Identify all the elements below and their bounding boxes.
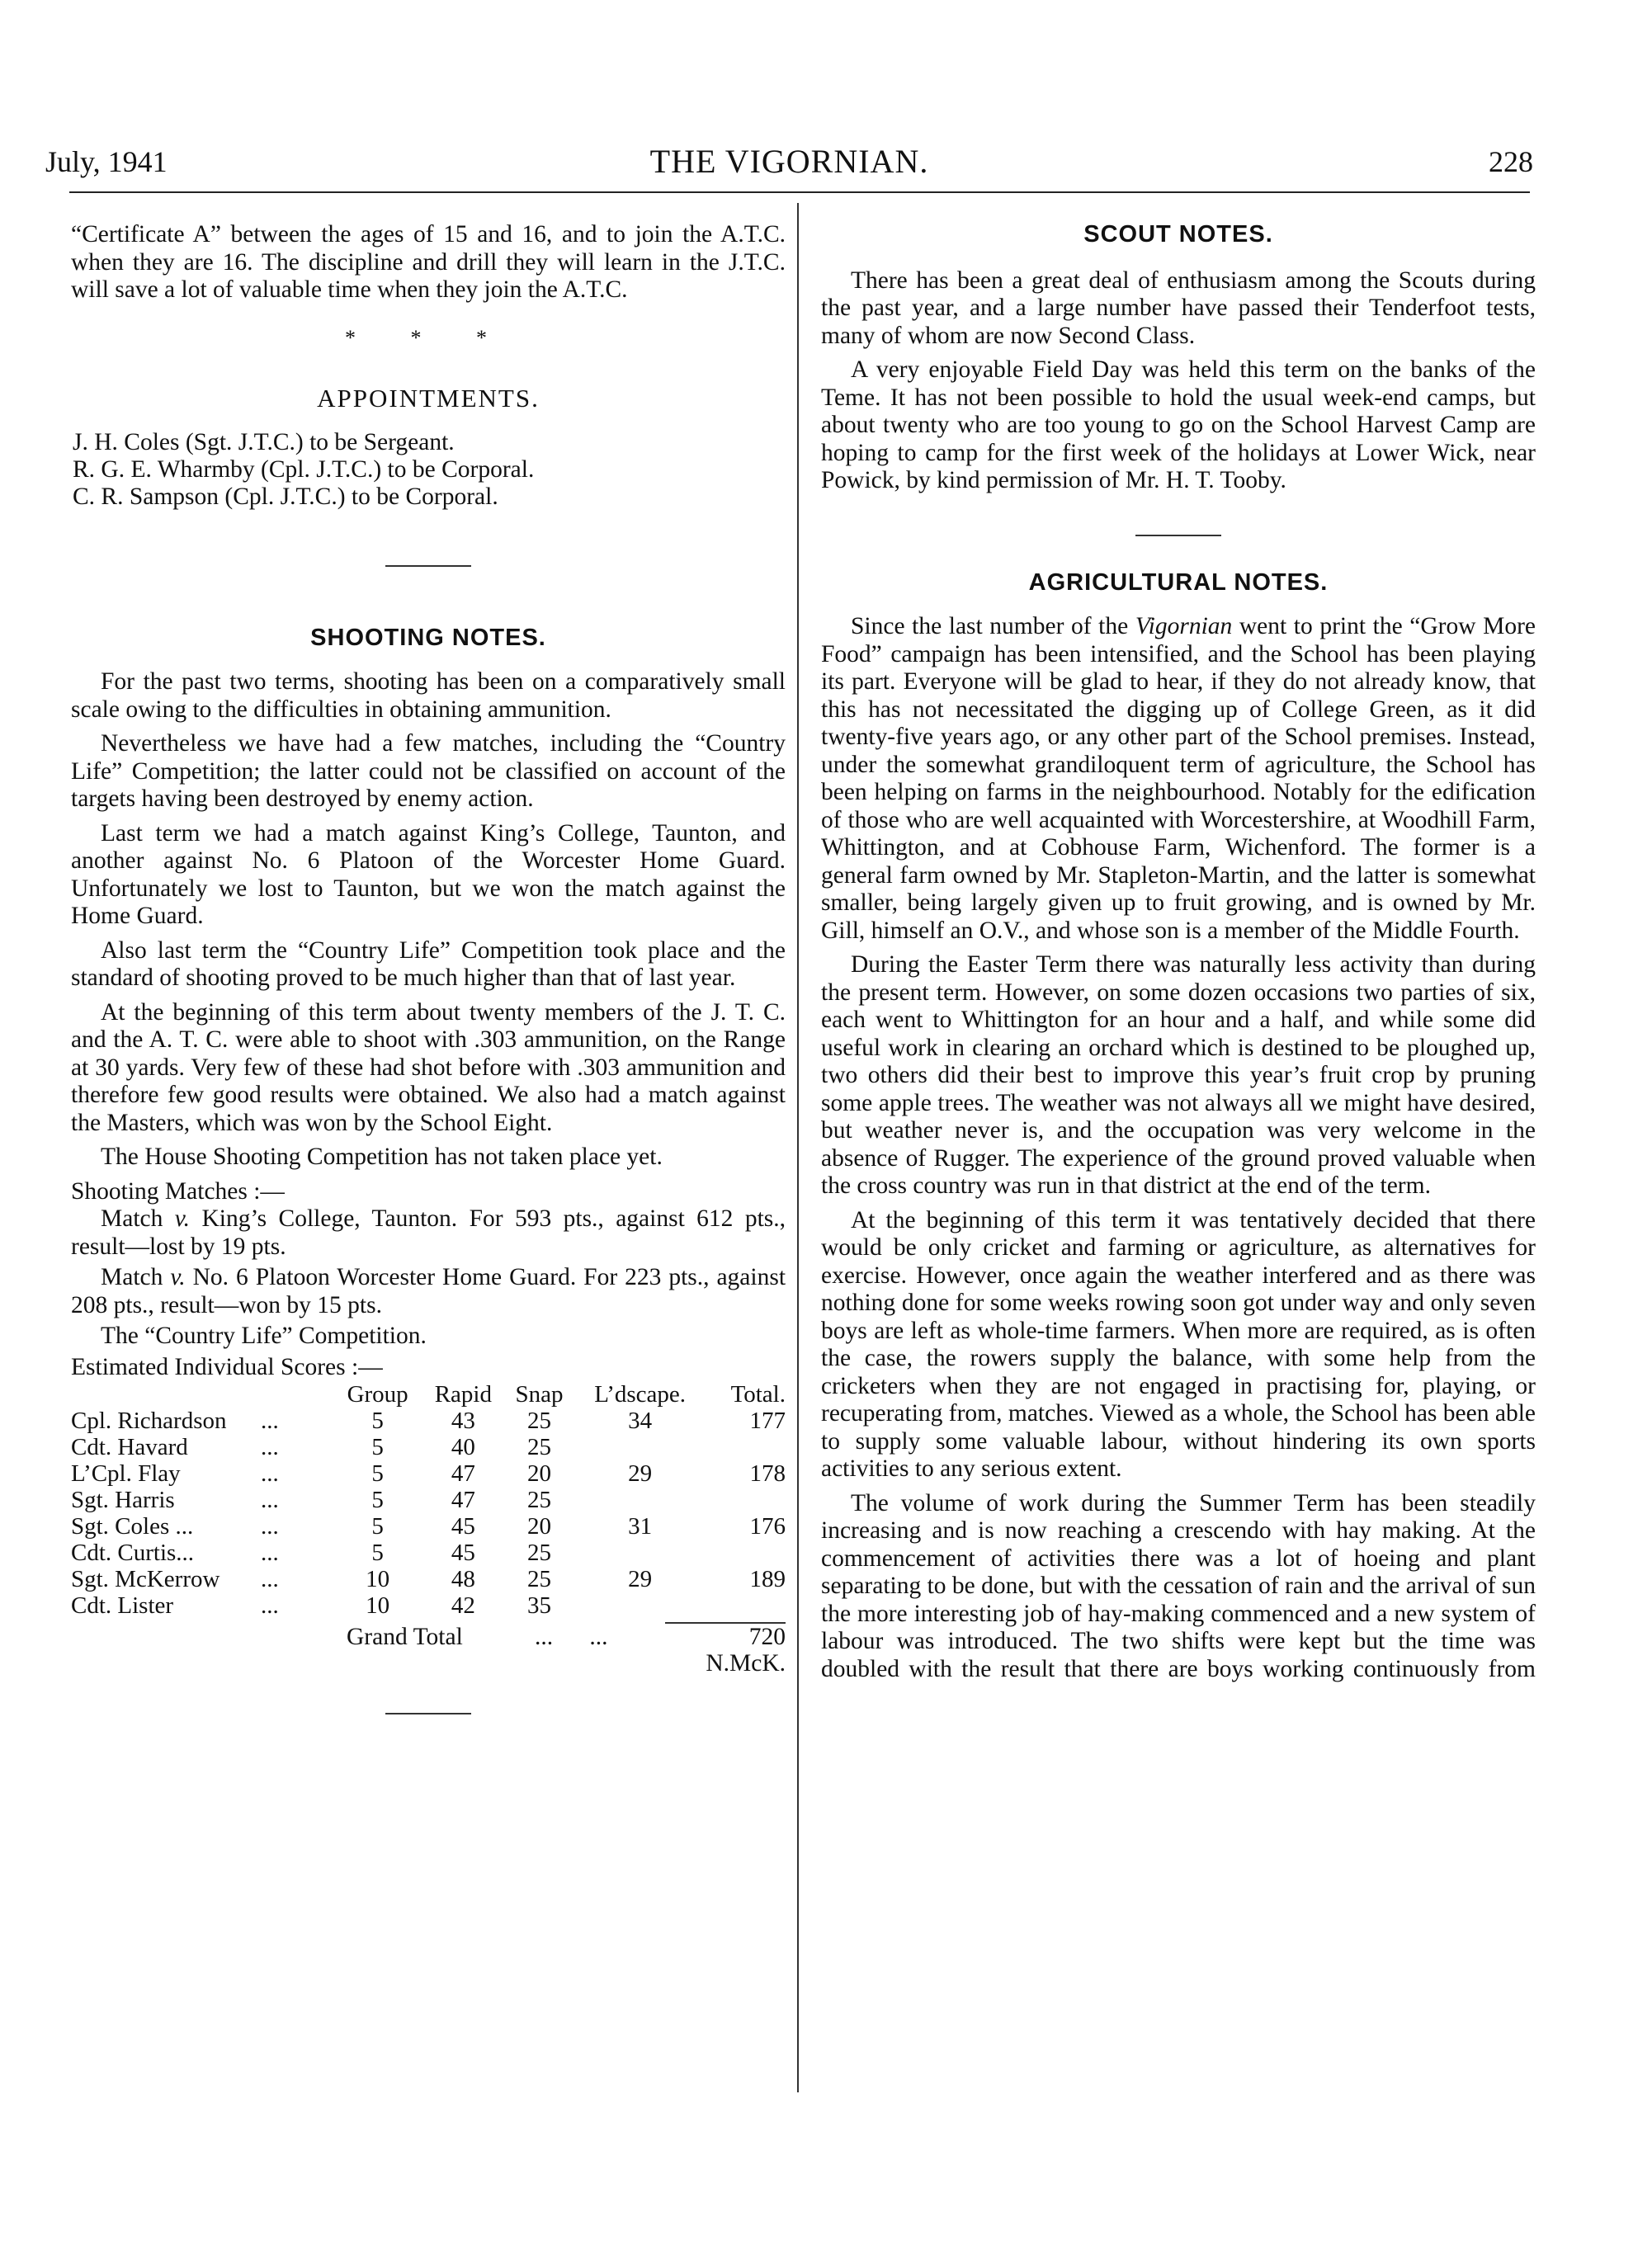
- shooting-paragraph: Also last term the “Country Life” Competition took place and the standard of shooting proved to be much higher than that of last year.: [71, 936, 786, 991]
- section-divider: [385, 1713, 471, 1714]
- total-score: [706, 1540, 786, 1566]
- score-row: [71, 1540, 786, 1566]
- snap-score: 20: [526, 1460, 551, 1487]
- text-run: went to print the “Grow More Food” campaign has been intensified, and the School has been playing its part. Everyone will be glad to hear, if they do not already know, that this has not necessitated the digging up of College Green, as it did twenty-five years ago, or any other part of the School premises. Instead, under the somewhat grandiloquent term of agriculture, the School has been helping on farms in the neighbourhood. Notably for the edification of those who are well acquainted with Worcestershire, at Woodhill Farm, Whittington, and at Cobhouse Farm, Wichenford. The former is a general farm owned by Mr. Stapleton-Martin, and the latter is somewhat smaller, being largely given up to fruit growing, and is owned by Mr. Gill, himself an O.V., and whose son is a member of the Middle Fourth.: [821, 613, 1536, 944]
- appointment-item: R. G. E. Wharmby (Cpl. J.T.C.) to be Corporal.: [73, 455, 535, 483]
- versus-label: v.: [174, 1205, 191, 1232]
- landscape-score: [573, 1434, 706, 1460]
- total-score: [706, 1434, 786, 1460]
- shooting-notes-title: SHOOTING NOTES.: [310, 624, 546, 651]
- rapid-score: 45: [451, 1513, 475, 1540]
- issue-date: July, 1941: [45, 145, 168, 178]
- landscape-score: 29: [628, 1460, 653, 1487]
- match-label: Match: [101, 1205, 163, 1232]
- column-header: Total.: [730, 1381, 786, 1408]
- cadet-name: [71, 1460, 333, 1487]
- column-header: L’dscape.: [594, 1381, 687, 1408]
- leader-dots: ...: [261, 1460, 279, 1487]
- country-life-line: The “Country Life” Competition.: [101, 1323, 427, 1349]
- scores-heading: Estimated Individual Scores :—: [71, 1353, 383, 1380]
- appointment-item: J. H. Coles (Sgt. J.T.C.) to be Sergeant.: [73, 428, 455, 455]
- group-score: 5: [371, 1460, 384, 1487]
- cadet-name: [71, 1513, 333, 1540]
- match-label: Match: [101, 1264, 163, 1290]
- section-stars: * * *: [345, 325, 512, 350]
- agricultural-paragraph: During the Easter Term there was naturally less activity than during the present term. However, on some dozen occasions two parties of six, each went to Whittington for an hour and a half, and while some did useful work in clearing an orchard which is destined to be ploughed up, two others did their best to improve this year’s fruit crop by pruning some apple trees. The weather was not always all we might have desired, but weather never is, and the occupation was very welcome in the absence of Rugger. The experience of the ground proved valuable when the cross country was run in that district at the end of the term.: [821, 951, 1536, 1199]
- total-score: 178: [749, 1460, 786, 1487]
- shooting-paragraph: Nevertheless we have had a few matches, including the “Country Life” Competition; the latter could not be classified on account of the targets having been destroyed by enemy action.: [71, 730, 786, 812]
- score-row: [71, 1592, 786, 1619]
- scout-paragraph: There has been a great deal of enthusiasm among the Scouts during the past year, and a large number have passed their Tenderfoot tests, many of whom are now Second Class.: [821, 266, 1536, 349]
- leader-dots: ...: [261, 1592, 279, 1619]
- cadet-name: [71, 1434, 333, 1460]
- cadet-name: [71, 1540, 333, 1566]
- rapid-score: 48: [451, 1566, 475, 1592]
- leader-dots: ...: [261, 1434, 279, 1460]
- header-rule: [69, 191, 1530, 193]
- scout-paragraph: A very enjoyable Field Day was held this term on the banks of the Teme. It has not been possible to hold the usual week-end camps, but about twenty who are too young to go on the School Harvest Camp are hoping to camp for the first week of the holidays at Lower Wick, near Powick, by kind permission of Mr. H. T. Tooby.: [821, 356, 1536, 493]
- scores-body: [71, 1408, 786, 1619]
- scores-header-row: [71, 1381, 786, 1408]
- versus-label: v.: [170, 1264, 186, 1290]
- grand-total-dots: ... ...: [535, 1624, 608, 1650]
- score-row: [71, 1487, 786, 1513]
- cadet-name: [71, 1487, 333, 1513]
- leader-dots: ...: [261, 1408, 279, 1434]
- column-divider: [797, 203, 799, 2092]
- score-row: [71, 1460, 786, 1487]
- publication-title: THE VIGORNIAN.: [649, 143, 929, 180]
- right-column: [821, 221, 1536, 1690]
- page-number: 228: [1489, 145, 1533, 178]
- agricultural-paragraph: At the beginning of this term it was tentatively decided that there would be only cricket and farming or agriculture, as alternatives for exercise. However, once again the weather interfered and as there was nothing done for some weeks rowing soon got under way and only seven boys are left as whole-time farmers. When more are required, as is often the case, the rowers supply the balance, with some help from the cricketers when they are not engaged in practising for, playing, or recuperating from, matches. Viewed as a whole, the School has been able to supply some valuable labour, without hindering its own sports activities to any serious extent.: [821, 1206, 1536, 1482]
- column-header: Rapid: [434, 1381, 492, 1408]
- landscape-score: 29: [628, 1566, 653, 1592]
- landscape-score: 34: [628, 1408, 653, 1434]
- match-text: King’s College, Taunton. For 593 pts., against 612 pts., result—lost by 19 pts.: [71, 1205, 786, 1260]
- group-score: 10: [366, 1592, 390, 1619]
- landscape-score: 31: [628, 1513, 653, 1540]
- appointment-item: C. R. Sampson (Cpl. J.T.C.) to be Corporal.: [73, 483, 498, 510]
- snap-score: 20: [526, 1513, 551, 1540]
- landscape-score: [573, 1487, 706, 1513]
- agricultural-notes-title: AGRICULTURAL NOTES.: [1028, 568, 1329, 596]
- match-result: [71, 1264, 786, 1319]
- agricultural-paragraph: [821, 613, 1536, 945]
- leader-dots: ...: [261, 1540, 279, 1566]
- group-score: 5: [371, 1487, 384, 1513]
- scout-notes-title: SCOUT NOTES.: [1083, 221, 1273, 248]
- cadet-name-text: Sgt. Harris: [71, 1487, 175, 1513]
- appointments-title: APPOINTMENTS.: [317, 384, 540, 413]
- rapid-score: 42: [451, 1592, 475, 1619]
- rapid-score: 43: [451, 1408, 475, 1434]
- cadet-name-text: Sgt. McKerrow: [71, 1566, 220, 1592]
- matches-heading: Shooting Matches :—: [71, 1177, 285, 1205]
- landscape-score: [573, 1592, 706, 1619]
- column-header: Snap: [515, 1381, 564, 1408]
- column-header: Group: [347, 1381, 408, 1408]
- snap-score: 25: [526, 1487, 551, 1513]
- signature: N.McK.: [706, 1650, 786, 1677]
- leader-dots: ...: [261, 1566, 279, 1592]
- leader-dots: ...: [261, 1487, 279, 1513]
- cadet-name: [71, 1408, 333, 1434]
- score-row: [71, 1566, 786, 1592]
- continued-paragraph: “Certificate A” between the ages of 15 and 16, and to join the A.T.C. when they are 16. The discipline and drill they will learn in the J.T.C. will save a lot of valuable time when they join the A.T.C.: [71, 221, 786, 303]
- total-score: 177: [749, 1408, 786, 1434]
- left-column: [71, 221, 786, 1714]
- snap-score: 25: [526, 1566, 551, 1592]
- running-head: [45, 139, 1533, 185]
- leader-dots: ...: [261, 1513, 279, 1540]
- rapid-score: 40: [451, 1434, 475, 1460]
- total-score: [706, 1592, 786, 1619]
- group-score: 5: [371, 1513, 384, 1540]
- snap-score: 25: [526, 1540, 551, 1566]
- scores-table: [71, 1381, 786, 1619]
- total-score: 176: [749, 1513, 786, 1540]
- cadet-name-text: Cdt. Havard: [71, 1434, 188, 1460]
- group-score: 5: [371, 1434, 384, 1460]
- cadet-name-text: Cdt. Lister: [71, 1592, 174, 1619]
- shooting-paragraph: For the past two terms, shooting has been on a comparatively small scale owing to the difficulties in obtaining ammunition.: [71, 668, 786, 723]
- shooting-paragraph: The House Shooting Competition has not taken place yet.: [101, 1144, 663, 1170]
- total-score: 189: [749, 1566, 786, 1592]
- rapid-score: 47: [451, 1460, 475, 1487]
- cadet-name-text: Cdt. Curtis...: [71, 1540, 195, 1566]
- publication-name: Vigornian: [1135, 613, 1233, 639]
- cadet-name: [71, 1566, 333, 1592]
- match-text: No. 6 Platoon Worcester Home Guard. For 223 pts., against 208 pts., result—won by 15 pts.: [71, 1264, 786, 1318]
- cadet-name: [71, 1592, 333, 1619]
- group-score: 5: [371, 1408, 384, 1434]
- rapid-score: 45: [451, 1540, 475, 1566]
- cadet-name-text: Sgt. Coles ...: [71, 1513, 194, 1540]
- score-row: [71, 1408, 786, 1434]
- snap-score: 25: [526, 1434, 551, 1460]
- agricultural-paragraph: The volume of work during the Summer Term has been steadily increasing and is now reaching a crescendo with hay making. At the commencement of activities there was a lot of hoeing and plant separating to be done, but with the cessation of rain and the arrival of sun the more interesting job of hay-making commenced and a new system of labour was introduced. The two shifts were kept but the time was doubled with the result that there are boys working continuously from: [821, 1489, 1536, 1682]
- cadet-name-text: L’Cpl. Flay: [71, 1460, 181, 1487]
- shooting-paragraph: At the beginning of this term about twenty members of the J. T. C. and the A. T. C. were able to shoot with .303 ammunition, on the Range at 30 yards. Very few of these had shot before with .303 ammunition and therefore few good results were obtained. We also had a match against the Masters, which was won by the School Eight.: [71, 998, 786, 1136]
- grand-total-block: [71, 1619, 786, 1648]
- group-score: 10: [366, 1566, 390, 1592]
- rapid-score: 47: [451, 1487, 475, 1513]
- snap-score: 35: [526, 1592, 551, 1619]
- text-run: Since the last number of the: [851, 613, 1129, 639]
- match-result: [71, 1205, 786, 1261]
- total-score: [706, 1487, 786, 1513]
- snap-score: 25: [526, 1408, 551, 1434]
- shooting-paragraph: Last term we had a match against King’s College, Taunton, and another against No. 6 Platoon of the Worcester Home Guard. Unfortunately we lost to Taunton, but we won the match against the Home Guard.: [71, 819, 786, 929]
- score-row: [71, 1513, 786, 1540]
- grand-total-label: Grand Total: [347, 1624, 463, 1650]
- cadet-name-text: Cpl. Richardson: [71, 1408, 227, 1434]
- group-score: 5: [371, 1540, 384, 1566]
- score-row: [71, 1434, 786, 1460]
- grand-total-value: 720: [748, 1624, 786, 1650]
- landscape-score: [573, 1540, 706, 1566]
